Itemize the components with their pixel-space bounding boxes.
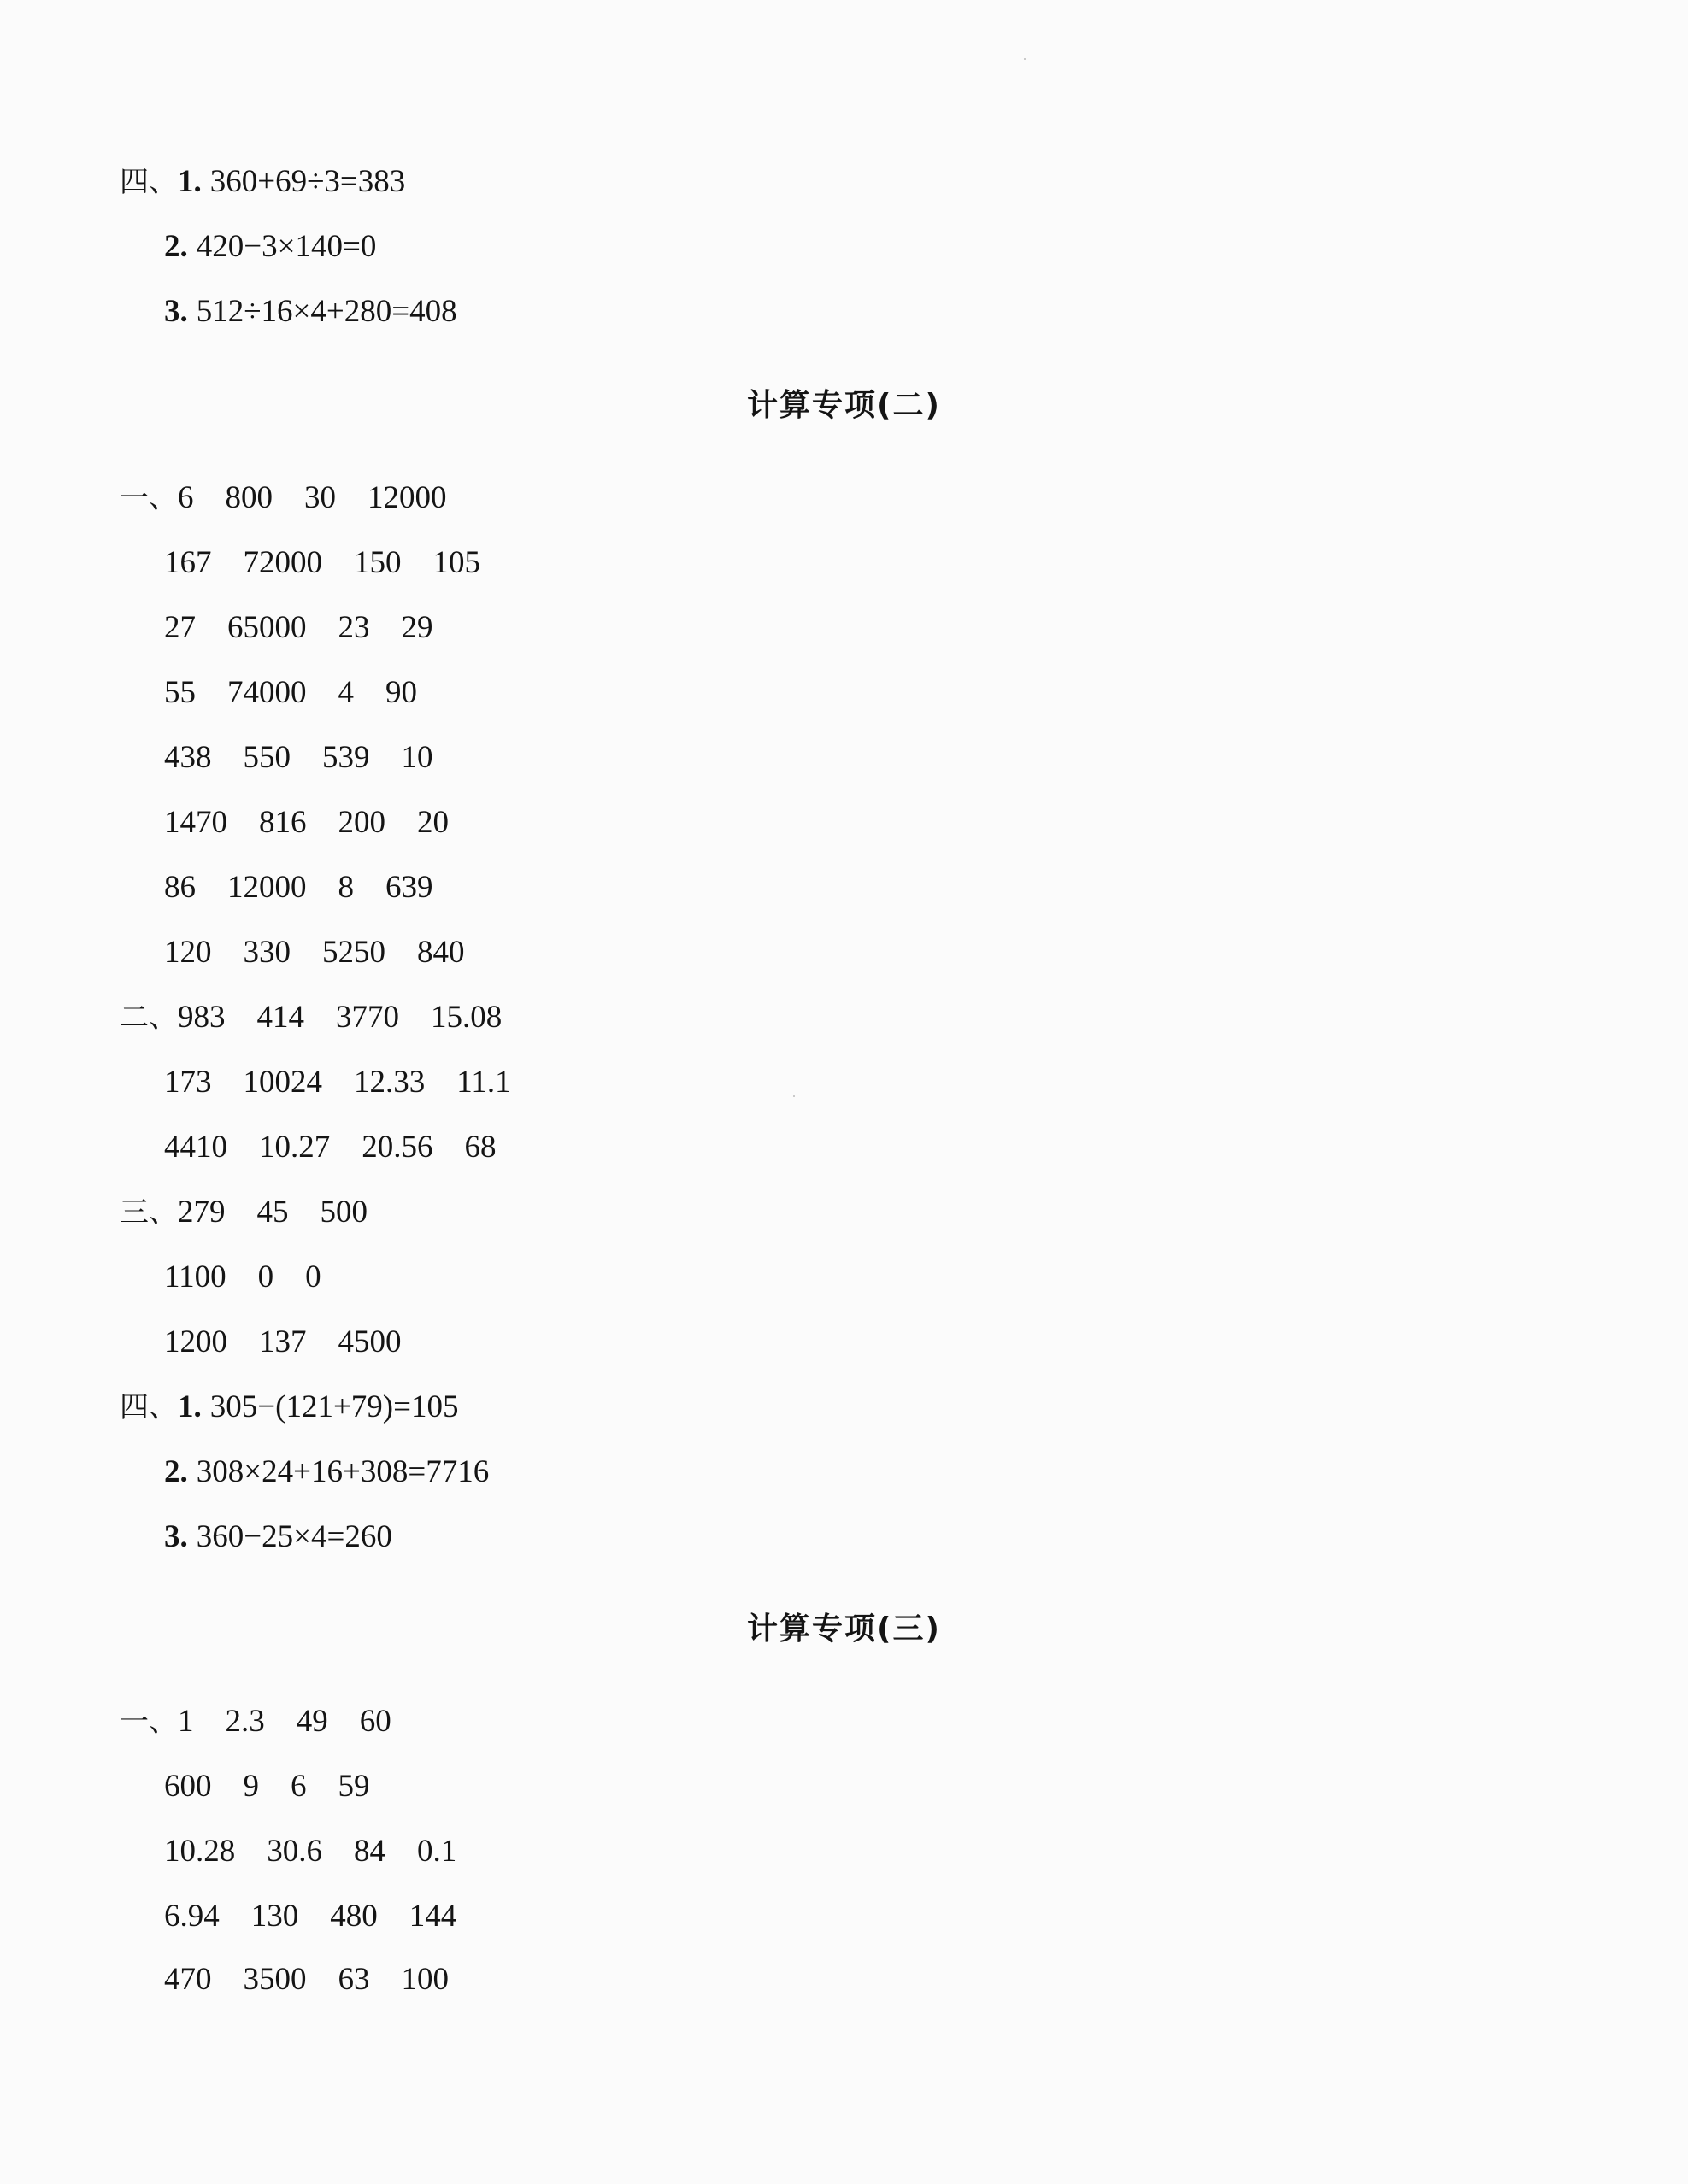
answer-row: 27 65000 23 29 (164, 610, 433, 645)
item-equation: 308×24+16+308=7716 (196, 1454, 490, 1489)
answer-values: 1 2.3 49 60 (178, 1704, 391, 1739)
answer-row (120, 1702, 391, 1741)
answer-row: 120 330 5250 840 (164, 935, 465, 970)
answer-row (120, 1193, 368, 1232)
part-label: 三、 (120, 1195, 178, 1230)
item-number: 3. (164, 294, 188, 329)
part-four-item-3 (164, 292, 457, 332)
scan-speck (1024, 58, 1026, 60)
item-number: 2. (164, 229, 188, 264)
scan-speck (793, 1095, 795, 1097)
item-equation: 305−(121+79)=105 (209, 1389, 459, 1424)
item-equation: 420−3×140=0 (196, 229, 377, 264)
answer-row: 600 9 6 59 (164, 1769, 370, 1804)
part-label: 一、 (120, 481, 178, 515)
answer-row: 10.28 30.6 84 0.1 (164, 1834, 457, 1869)
section-title: 计算专项(二) (747, 388, 941, 423)
answer-row: 470 3500 63 100 (164, 1962, 449, 1997)
part-four-item-2 (164, 1453, 489, 1492)
answer-row (120, 478, 447, 518)
item-number: 1. (178, 1389, 202, 1424)
answer-row: 86 12000 8 639 (164, 870, 433, 905)
answer-row: 4410 10.27 20.56 68 (164, 1130, 497, 1165)
part-label: 四、 (120, 1390, 178, 1424)
item-equation: 512÷16×4+280=408 (196, 294, 457, 329)
answer-row: 1200 137 4500 (164, 1324, 402, 1359)
answer-row: 1470 816 200 20 (164, 805, 449, 840)
item-equation: 360+69÷3=383 (209, 164, 406, 199)
part-four-item-1 (120, 162, 405, 202)
item-equation: 360−25×4=260 (196, 1519, 392, 1554)
item-number: 3. (164, 1519, 188, 1554)
answer-values: 279 45 500 (178, 1195, 368, 1230)
answer-row: 6.94 130 480 144 (164, 1899, 457, 1934)
answer-values: 6 800 30 12000 (178, 480, 447, 515)
item-number: 1. (178, 164, 202, 199)
answer-row: 55 74000 4 90 (164, 675, 417, 710)
answer-row (120, 998, 502, 1037)
part-four-item-1 (120, 1388, 459, 1427)
answer-row: 1100 0 0 (164, 1259, 321, 1295)
part-label: 一、 (120, 1705, 178, 1739)
item-number: 2. (164, 1454, 188, 1489)
part-label: 四、 (120, 165, 178, 199)
part-label: 二、 (120, 1001, 178, 1035)
answer-row: 173 10024 12.33 11.1 (164, 1065, 511, 1100)
answer-row: 167 72000 150 105 (164, 545, 480, 580)
section-title: 计算专项(三) (747, 1612, 941, 1647)
answer-row: 438 550 539 10 (164, 740, 433, 775)
part-four-item-3 (164, 1518, 392, 1557)
answer-values: 983 414 3770 15.08 (178, 1000, 503, 1035)
part-four-item-2 (164, 227, 376, 267)
